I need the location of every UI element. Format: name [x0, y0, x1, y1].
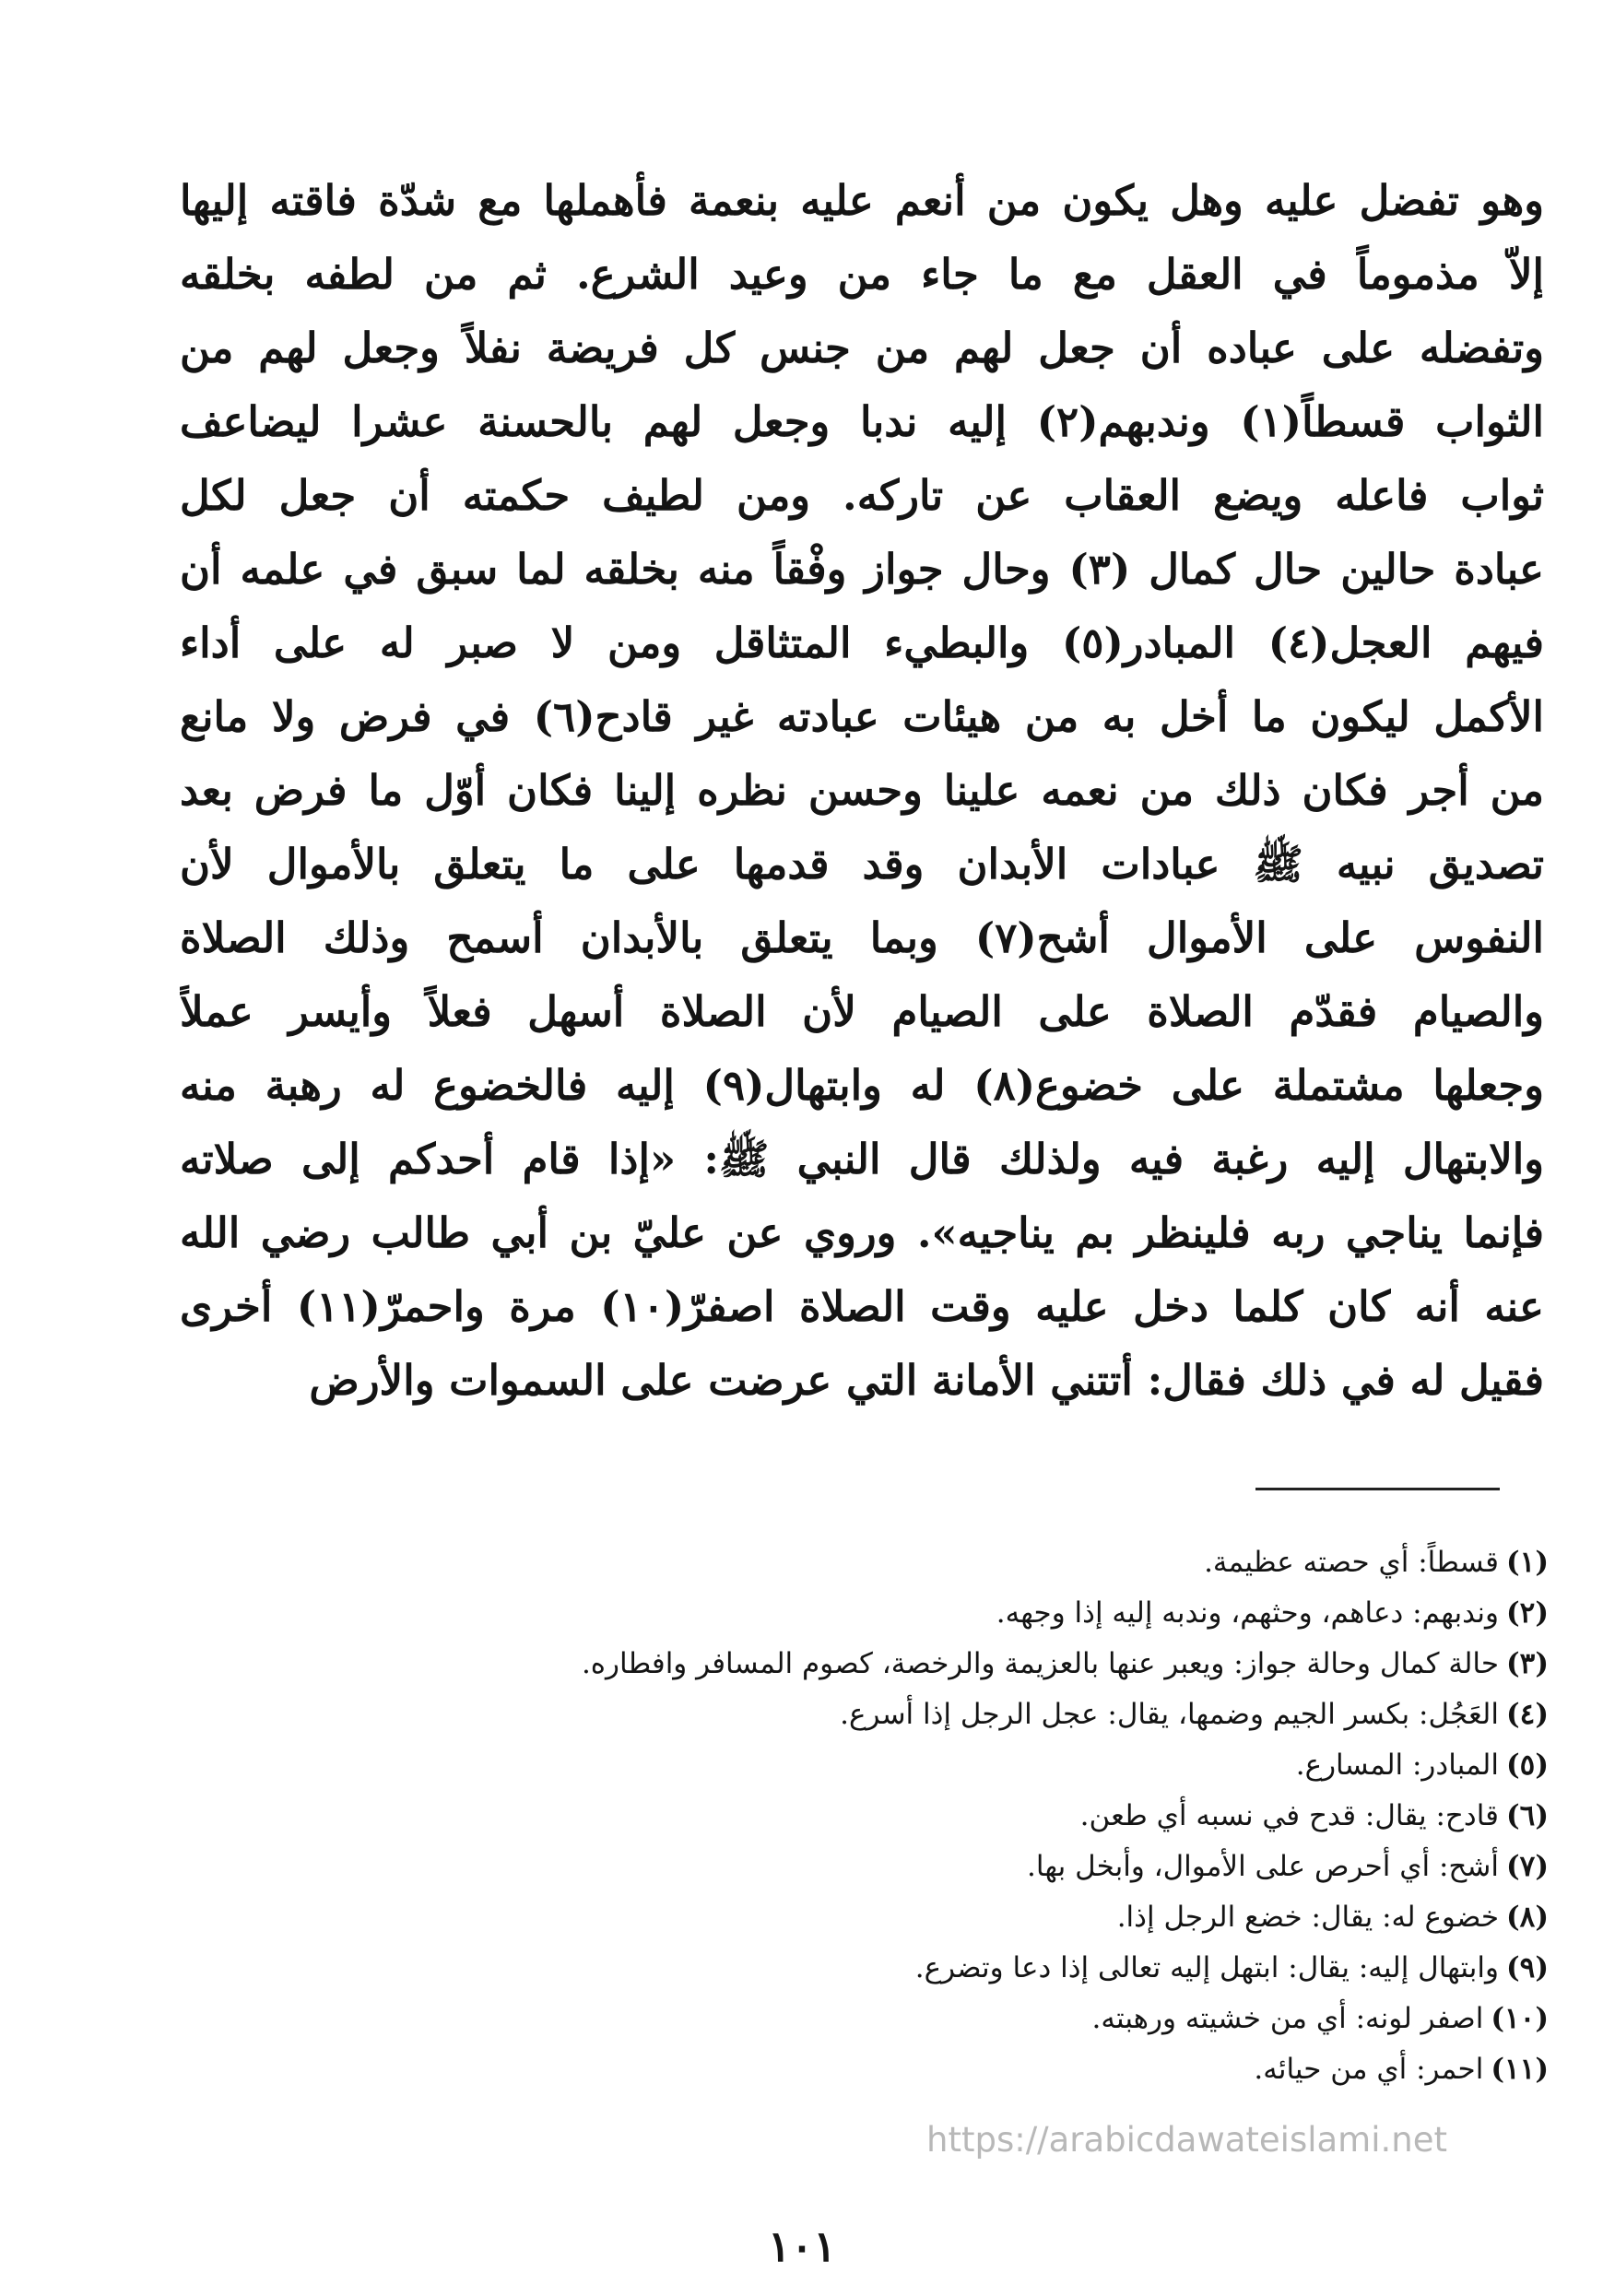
- footnote-number: (٩): [1506, 1951, 1549, 1984]
- text-line: والصيام فقدّم الصلاة على الصيام لأن الصلاة أسهل فعلاً وأيسر عملاً: [180, 987, 1544, 1036]
- footnote-text: المبادر: المسارع.: [1295, 1748, 1499, 1782]
- footnote: [387, 1943, 1549, 1994]
- text-line: والابتهال إليه رغبة فيه ولذلك قال النبي ﷺ: «إذا قام أحدكم إلى صلاته: [180, 1135, 1544, 1183]
- footnote-text: اصفر لونه: أي من خشيته ورهبته.: [1091, 2002, 1484, 2035]
- footnote-separator: [1255, 1488, 1500, 1490]
- text-line: وجعلها مشتملة على خضوع(٨) له وابتهال(٩) إليه فالخضوع له رهبة منه: [180, 1061, 1544, 1110]
- footnote-text: قسطاً: أي حصته عظيمة.: [1204, 1546, 1499, 1579]
- footnote-text: العَجُل: بكسر الجيم وضمها، يقال: عجل الرجل إذا أسرع.: [840, 1698, 1499, 1731]
- text-line: من أجر فكان ذلك من نعمه علينا وحسن نظره إلينا فكان أوّل ما فرض بعد: [180, 766, 1544, 815]
- footnote: [387, 1639, 1549, 1690]
- footnote-number: (٤): [1506, 1698, 1549, 1731]
- footnote-number: (٨): [1506, 1901, 1549, 1934]
- footnote: [387, 1740, 1549, 1791]
- footnote: [387, 1690, 1549, 1740]
- text-line: عنه أنه كان كلما دخل عليه وقت الصلاة اصفرّ(١٠) مرة واحمرّ(١١) أخرى: [180, 1282, 1544, 1331]
- footnote-text: احمر: أي من حيائه.: [1254, 2053, 1484, 2086]
- footnote-number: (٦): [1506, 1799, 1549, 1832]
- text-line: تصديق نبيه ﷺ عبادات الأبدان وقد قدمها على ما يتعلق بالأموال لأن: [180, 840, 1544, 889]
- text-line: إلاّ مذموماً في العقل مع ما جاء من وعيد الشرع. ثم من لطفه بخلقه: [180, 250, 1544, 299]
- footnote-number: (١١): [1491, 2053, 1549, 2086]
- text-line: النفوس على الأموال أشح(٧) وبما يتعلق بالأبدان أسمح وذلك الصلاة: [180, 913, 1544, 962]
- text-line: فقيل له في ذلك فقال: أتتني الأمانة التي عرضت على السموات والأرض: [309, 1356, 1544, 1405]
- footnote: [387, 1994, 1549, 2044]
- footnote-number: (٣): [1506, 1647, 1549, 1680]
- text-line: فإنما يناجي ربه فلينظر بم يناجيه». وروي عن عليّ بن أبي طالب رضي الله: [180, 1208, 1544, 1257]
- footnote-text: وندبهم: دعاهم، وحثهم، وندبه إليه إذا وجهه.: [996, 1596, 1499, 1630]
- footnote-number: (٢): [1506, 1596, 1549, 1630]
- footnote-number: (٥): [1506, 1748, 1549, 1782]
- footnote: [387, 1892, 1549, 1943]
- text-line: ثواب فاعله ويضع العقاب عن تاركه. ومن لطيف حكمته أن جعل لكل: [180, 471, 1544, 520]
- footnotes: [387, 1537, 1549, 2095]
- watermark-url: https://arabicdawateislami.net: [926, 2120, 1447, 2160]
- footnote-text: وابتهال إليه: يقال: ابتهل إليه تعالى إذا دعا وتضرع.: [914, 1951, 1499, 1984]
- footnote-text: حالة كمال وحالة جواز: ويعبر عنها بالعزيمة والرخصة، كصوم المسافر وافطاره.: [581, 1647, 1499, 1680]
- footnote: [387, 2044, 1549, 2095]
- footnote: [387, 1842, 1549, 1892]
- text-line: عبادة حالين حال كمال (٣) وحال جواز وفْقاً منه بخلقه لما سبق في علمه أن: [180, 545, 1544, 594]
- footnote-number: (١٠): [1491, 2002, 1549, 2035]
- text-line: وتفضله على عباده أن جعل لهم من جنس كل فريضة نفلاً وجعل لهم من: [180, 324, 1544, 372]
- footnote-text: خضوع له: يقال: خضع الرجل إذا.: [1116, 1901, 1499, 1934]
- page-number: ١٠١: [767, 2221, 837, 2271]
- text-line: الأكمل ليكون ما أخل به من هيئات عبادته غير قادح(٦) في فرض ولا مانع: [180, 692, 1544, 741]
- footnote-text: قادح: يقال: قدح في نسبه أي طعن.: [1079, 1799, 1499, 1832]
- footnote-number: (١): [1506, 1546, 1549, 1579]
- footnote-number: (٧): [1506, 1850, 1549, 1883]
- text-line: فيهم العجل(٤) المبادر(٥) والبطيء المتثاقل ومن لا صبر له على أداء: [180, 618, 1544, 667]
- text-line: وهو تفضل عليه وهل يكون من أنعم عليه بنعمة فأهملها مع شدّة فاقته إليها: [180, 176, 1544, 225]
- footnote: [387, 1588, 1549, 1639]
- footnote: [387, 1791, 1549, 1842]
- footnote: [387, 1537, 1549, 1588]
- footnote-text: أشح: أي أحرص على الأموال، وأبخل بها.: [1027, 1850, 1499, 1883]
- main-text: [180, 164, 1544, 1418]
- text-line: الثواب قسطاً(١) وندبهم(٢) إليه ندبا وجعل لهم بالحسنة عشرا ليضاعف: [180, 397, 1544, 446]
